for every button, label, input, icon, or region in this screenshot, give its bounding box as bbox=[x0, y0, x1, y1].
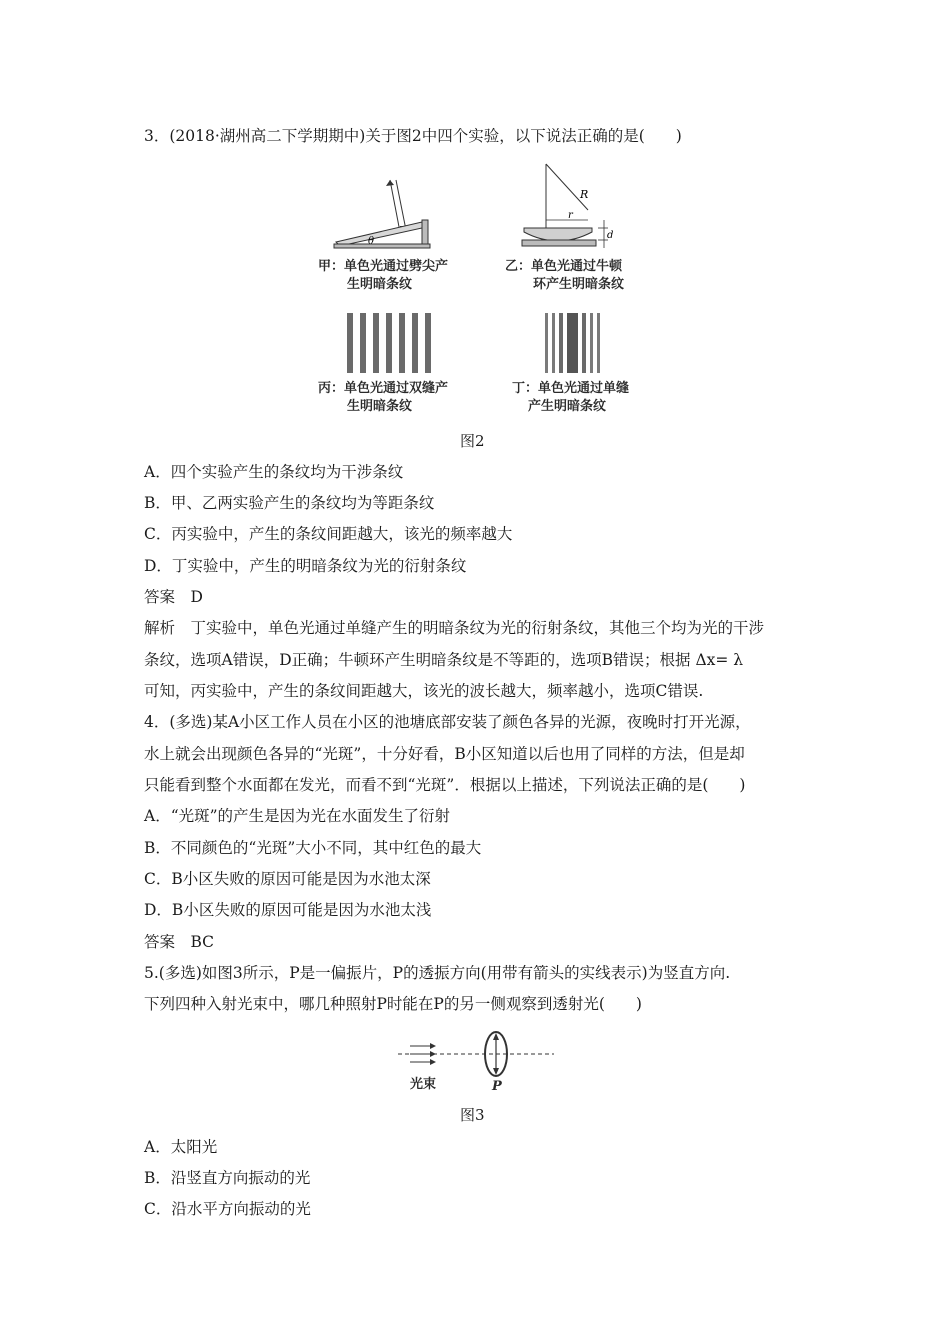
q3-option-d: D．丁实验中，产生的明暗条纹为光的衍射条纹 bbox=[144, 557, 467, 575]
q5-stem-line1: 5.(多选)如图3所示，P是一偏振片，P的透振方向(用带有箭头的实线表示)为竖直方向. bbox=[144, 964, 731, 982]
panel-d-caption-line2: 产生明暗条纹 bbox=[528, 399, 607, 414]
q5-option-a: A．太阳光 bbox=[144, 1138, 218, 1156]
panel-c-caption-line2: 生明暗条纹 bbox=[347, 399, 413, 414]
q5-option-b: B．沿竖直方向振动的光 bbox=[144, 1169, 311, 1187]
q4-stem-line3: 只能看到整个水面都在发光，而看不到“光斑”．根据以上描述，下列说法正确的是( ) bbox=[144, 776, 746, 794]
d-label: d bbox=[607, 230, 614, 241]
polarizer-label: P bbox=[492, 1079, 502, 1094]
q3-analysis-line3: 可知，丙实验中，产生的条纹间距越大，该光的波长越大，频率越小，选项C错误. bbox=[144, 682, 704, 700]
q4-stem-line1: 4．(多选)某A小区工作人员在小区的池塘底部安装了颜色各异的光源，夜晚时打开光源， bbox=[144, 713, 751, 731]
panel-b-caption-line1: 乙：单色光通过牛顿 bbox=[505, 259, 623, 274]
figure-2-label: 图2 bbox=[460, 432, 485, 450]
panel-c-caption-line1: 丙：单色光通过双缝产 bbox=[318, 381, 449, 396]
beam-label: 光束 bbox=[410, 1077, 437, 1092]
panel-d-caption-line1: 丁：单色光通过单缝 bbox=[512, 381, 630, 396]
q5-option-c: C．沿水平方向振动的光 bbox=[144, 1200, 311, 1218]
figure-2-single-slit-fringes bbox=[545, 313, 601, 373]
theta-label: θ bbox=[368, 236, 375, 247]
panel-a-caption-line2: 生明暗条纹 bbox=[347, 277, 413, 292]
q4-answer: 答案 BC bbox=[144, 933, 215, 951]
q4-option-d: D．B小区失败的原因可能是因为水池太浅 bbox=[144, 901, 432, 919]
q3-answer: 答案 D bbox=[144, 588, 203, 606]
q3-analysis-line1: 解析 丁实验中，单色光通过单缝产生的明暗条纹为光的衍射条纹，其他三个均为光的干涉 bbox=[144, 619, 765, 637]
q5-stem-line2: 下列四种入射光束中，哪几种照射P时能在P的另一侧观察到透射光( ) bbox=[144, 995, 642, 1013]
r-label: r bbox=[568, 210, 573, 221]
figure-2-wedge-diagram bbox=[330, 180, 440, 250]
q4-option-b: B．不同颜色的“光斑”大小不同，其中红色的最大 bbox=[144, 839, 482, 857]
q3-stem: 3．(2018·湖州高二下学期期中)关于图2中四个实验，以下说法正确的是( ) bbox=[144, 127, 682, 145]
panel-b-caption-line2: 环产生明暗条纹 bbox=[533, 277, 625, 292]
q3-analysis-line2: 条纹，选项A错误，D正确；牛顿环产生明暗条纹是不等距的，选项B错误；根据 Δx= λ bbox=[144, 651, 744, 669]
panel-a-caption-line1: 甲：单色光通过劈尖产 bbox=[318, 259, 449, 274]
figure-2-double-slit-fringes bbox=[347, 313, 431, 373]
q3-option-a: A．四个实验产生的条纹均为干涉条纹 bbox=[144, 463, 404, 481]
q4-stem-line2: 水上就会出现颜色各异的“光斑”，十分好看，B小区知道以后也用了同样的方法，但是却 bbox=[144, 745, 745, 763]
q4-option-a: A．“光斑”的产生是因为光在水面发生了衍射 bbox=[144, 807, 451, 825]
figure-2-newton-rings-diagram bbox=[518, 162, 618, 252]
q3-option-c: C．丙实验中，产生的条纹间距越大，该光的频率越大 bbox=[144, 525, 513, 543]
figure-3-label: 图3 bbox=[460, 1106, 485, 1124]
q3-option-b: B．甲、乙两实验产生的条纹均为等距条纹 bbox=[144, 494, 435, 512]
R-label: R bbox=[580, 188, 589, 201]
q4-option-c: C．B小区失败的原因可能是因为水池太深 bbox=[144, 870, 431, 888]
